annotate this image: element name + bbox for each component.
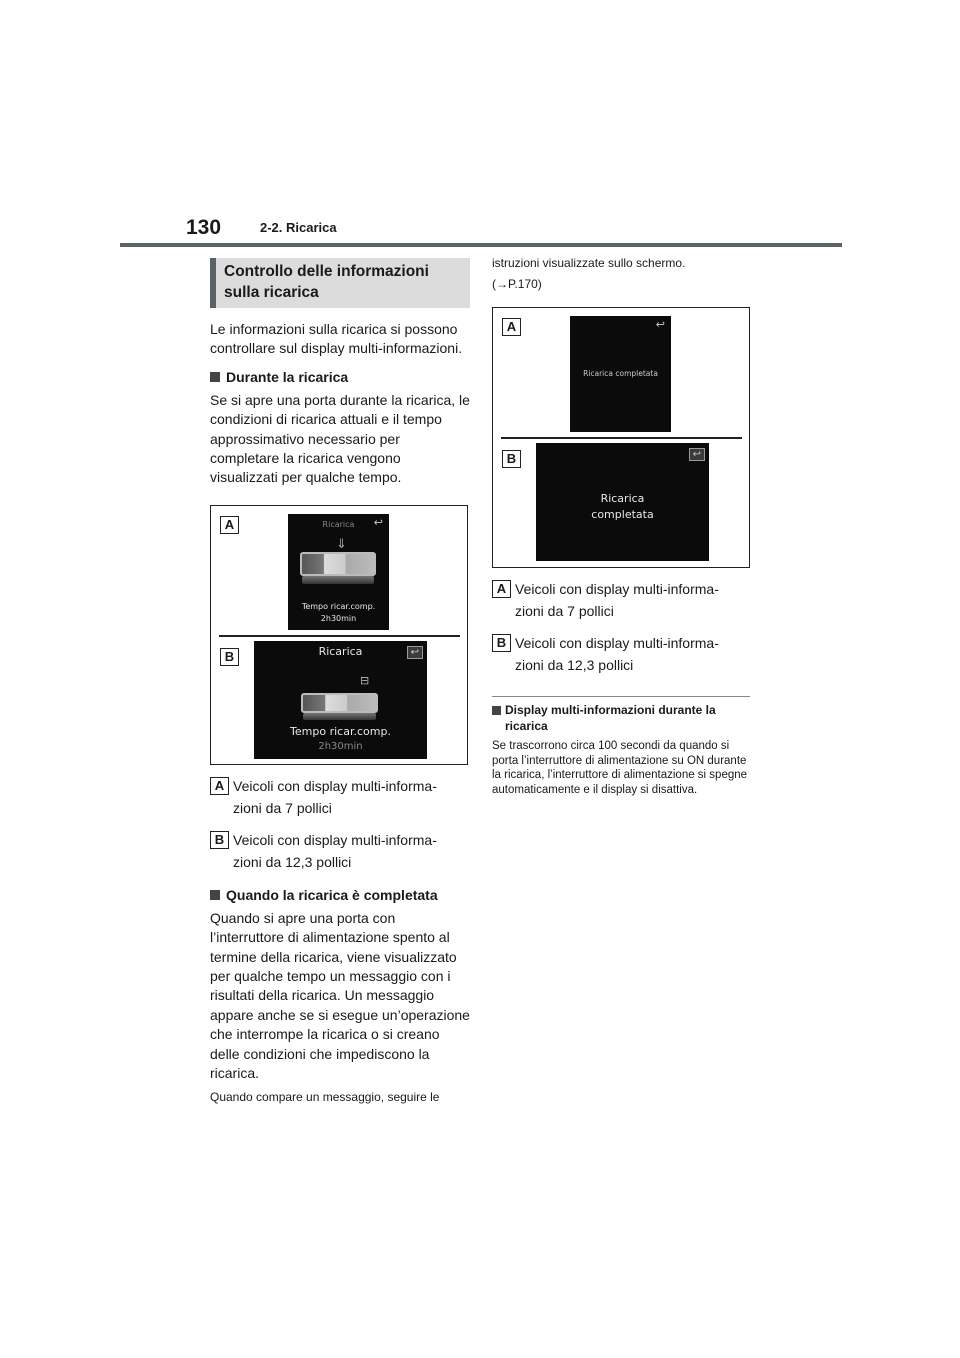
legend-label-b: B [210,831,229,849]
back-icon: ↩ [373,515,383,529]
legend-a-text: Veicoli con display multi-informa- [515,581,719,597]
intro-paragraph: Le informazioni sulla ricarica si possono controllare sul display multi-informazioni. [210,321,463,357]
figure-label-b: B [502,450,521,468]
time-value: 2h30min [320,613,357,623]
time-label: Tempo ricar.comp. [290,724,391,738]
left-column [210,258,470,1105]
screen-7inch-complete [570,316,671,432]
legend-b-cont: zioni da 12,3 pollici [233,853,352,870]
legend-label-a: A [492,580,511,598]
legend-a-cont: zioni da 7 pollici [233,799,332,816]
subheading-charge-complete [210,887,470,903]
back-icon: ↩ [407,646,423,659]
note-paragraph: Se trascorrono circa 100 secondi da quando si porta l’interruttore di alimentazione su ON durante la ricarica, l’interruttore di alimentazione si spegne automaticamente e il display si disattiva. [492,740,748,796]
back-icon: ↩ [655,318,665,331]
legend-label-b: B [492,634,511,652]
legend-b [210,829,470,851]
right-column [492,256,750,797]
complete-message: Ricarica completata [583,369,658,378]
section-heading-line-1: Controllo delle informazioni [224,263,429,280]
page-number: 130 [186,216,222,239]
battery-icon [301,693,378,713]
figure-complete-screens [492,307,750,568]
back-icon: ↩ [689,448,705,461]
complete-message-line-1: Ricarica [600,492,645,505]
subheading-during-charge [210,369,470,385]
complete-message-line-2: completata [591,508,654,521]
screen-12inch-charging [254,641,427,759]
figure-label-a: A [220,516,239,534]
charge-complete-continued: Quando compare un messaggio, seguire le [210,1089,440,1104]
figure-divider [219,635,460,637]
continuation-line: istruzioni visualizzate sullo schermo. [492,256,686,270]
figure-legend [210,775,470,873]
page-reference: (→P.170) [492,276,542,291]
plug-icon: ⊟ [360,673,370,687]
figure-charging-screens [210,505,468,765]
during-charge-paragraph: Se si apre una porta durante la ricarica, le condizioni di ricarica attuali e il tempo approssimativo necessario per completare la ricarica vengono visualizzati per qualche tempo. [210,391,470,486]
battery-base [302,576,374,584]
legend-b-cont: zioni da 12,3 pollici [515,657,634,673]
figure-legend [492,578,750,676]
legend-b-text: Veicoli con display multi-informa- [233,831,437,848]
header-rule [120,243,842,247]
legend-a [492,578,750,600]
note-title [505,703,716,734]
time-value: 2h30min [318,740,363,752]
charge-complete-paragraph: Quando si apre una porta con l’interruttore di alimentazione spento al termine della ricarica, viene visualizzato per qualche tempo un messaggio con i risultati della ricarica. Un messaggio appare anche se si esegue un’operazione che interrompe la ricarica o si creano delle condizioni che impediscono la ricarica. [210,909,470,1082]
subheading-text: Durante la ricarica [226,368,349,385]
note-rule [492,696,750,697]
screen-7inch-charging [288,514,389,630]
screen-title: Ricarica [322,519,355,529]
section-title: 2-2. Ricarica [260,220,337,235]
legend-a-cont: zioni da 7 pollici [515,603,614,619]
legend-a [210,775,470,797]
subheading-text: Quando la ricarica è completata [226,886,438,903]
figure-label-b: B [220,648,239,666]
battery-icon [300,552,376,576]
screen-title: Ricarica [318,644,363,658]
note-heading [492,703,750,734]
note-title-line-2: ricarica [505,718,548,733]
arrow-down-icon: ⇓ [336,536,347,552]
bullet-square-icon [210,890,220,900]
legend-b [492,632,750,654]
screen-12inch-complete [536,443,709,561]
legend-a-text: Veicoli con display multi-informa- [233,777,437,794]
legend-label-a: A [210,777,229,795]
bullet-square-icon [492,706,501,715]
section-heading-line-2: sulla ricarica [224,284,319,301]
section-heading [210,258,470,308]
time-label: Tempo ricar.comp. [301,601,376,611]
figure-label-a: A [502,318,521,336]
bullet-square-icon [210,372,220,382]
note-title-line-1: Display multi-informazioni durante la [505,703,716,717]
figure-divider [501,437,742,439]
legend-b-text: Veicoli con display multi-informa- [515,635,719,651]
battery-base [303,713,376,720]
